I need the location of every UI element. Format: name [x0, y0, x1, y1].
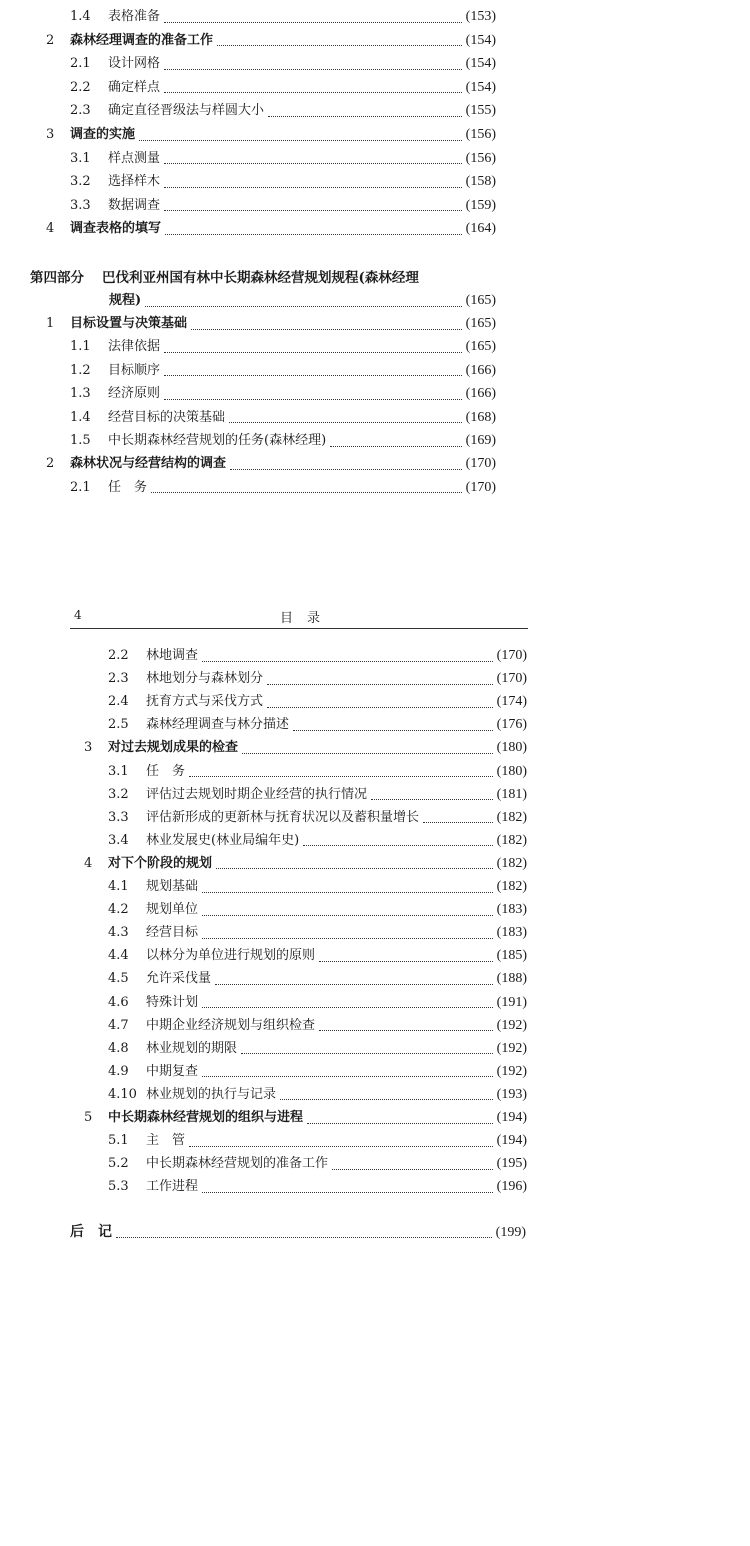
afterword-title: 后 记 — [70, 1224, 112, 1240]
toc-entry-title: 经营目标 — [146, 925, 199, 941]
toc-entry — [46, 124, 496, 146]
toc-entry-number: 3.3 — [70, 197, 91, 213]
toc-entry-number: 4.3 — [108, 925, 129, 941]
toc-entry-title: 工作进程 — [146, 1179, 199, 1195]
leader-dots — [319, 947, 493, 962]
leader-dots — [145, 292, 462, 307]
toc-entry-title: 表格准备 — [108, 9, 161, 24]
toc-entry-title: 以林分为单位进行规划的原则 — [146, 948, 316, 964]
toc-entry-page: (193) — [496, 1086, 527, 1102]
toc-entry-title: 中长期森林经营规划的准备工作 — [146, 1156, 329, 1172]
leader-dots — [191, 315, 462, 330]
toc-entry-number: 1.1 — [70, 339, 91, 355]
toc-entry — [108, 899, 527, 921]
toc-entry-number: 1.2 — [70, 362, 91, 378]
toc-entry-page: (159) — [465, 197, 496, 213]
leader-dots — [319, 1016, 493, 1031]
leader-dots — [164, 78, 462, 93]
toc-entry-number: 3.4 — [108, 832, 129, 848]
toc-entry — [70, 407, 496, 429]
toc-entry — [84, 853, 527, 875]
toc-entry — [46, 313, 496, 335]
toc-entry-number: 1.5 — [70, 433, 91, 448]
toc-entry-number: 2.2 — [108, 648, 129, 663]
leader-dots — [139, 126, 462, 141]
toc-entry — [84, 737, 527, 759]
toc-entry — [70, 430, 496, 452]
toc-entry-number: 4.10 — [108, 1086, 137, 1102]
toc-entry-title: 允许采伐量 — [146, 971, 212, 987]
leader-dots — [164, 385, 462, 400]
toc-entry-title: 法律依据 — [108, 339, 161, 355]
toc-entry-page: (188) — [496, 971, 527, 987]
toc-entry-page: (168) — [465, 409, 496, 425]
toc-entry — [70, 100, 496, 122]
leader-dots — [151, 478, 462, 493]
toc-entry-number: 5.1 — [108, 1133, 129, 1149]
toc-entry-title: 中长期森林经营规划的组织与进程 — [108, 1110, 304, 1125]
toc-entry-title: 经济原则 — [108, 386, 161, 402]
toc-entry-page: (182) — [496, 855, 527, 871]
leader-dots — [371, 785, 493, 800]
toc-entry-page: (182) — [496, 879, 527, 894]
leader-dots — [189, 1132, 493, 1147]
leader-dots — [268, 102, 462, 117]
toc-entry-number: 1 — [46, 316, 55, 331]
page-number: 4 — [74, 608, 82, 622]
leader-dots — [217, 31, 462, 46]
toc-entry-page: (180) — [496, 740, 527, 756]
toc-entry-page: (165) — [465, 316, 496, 331]
toc-entry — [108, 1015, 527, 1037]
toc-entry-title: 评估新形成的更新林与抚育状况以及蓄积量增长 — [146, 809, 420, 825]
toc-entry — [108, 645, 527, 667]
toc-entry-page: (195) — [496, 1156, 527, 1172]
part4-title-line2: 规程) — [109, 293, 142, 308]
toc-entry-number: 5.3 — [108, 1179, 129, 1195]
leader-dots — [267, 670, 493, 685]
toc-entry-number: 3 — [84, 740, 93, 756]
toc-entry-page: (194) — [496, 1110, 527, 1125]
leader-dots — [293, 716, 493, 731]
toc-entry-number: 3.2 — [70, 174, 91, 190]
toc-entry — [108, 807, 527, 829]
toc-entry — [70, 77, 496, 99]
leader-dots — [215, 970, 493, 985]
leader-dots — [164, 55, 462, 70]
toc-entry-page: (158) — [465, 174, 496, 190]
toc-entry-number: 2.2 — [70, 79, 91, 95]
leader-dots — [189, 762, 493, 777]
leader-dots — [229, 408, 462, 423]
toc-entry-page: (183) — [496, 902, 527, 918]
header-rule — [70, 628, 528, 629]
toc-entry-number: 2.3 — [70, 103, 91, 119]
leader-dots — [116, 1223, 492, 1238]
toc-entry — [108, 945, 527, 967]
toc-entry — [108, 1153, 527, 1175]
toc-entry-page: (165) — [465, 339, 496, 355]
toc-entry-page: (182) — [496, 832, 527, 848]
toc-entry-number: 1.4 — [70, 409, 91, 425]
toc-entry-page: (191) — [496, 994, 527, 1010]
toc-entry-page: (181) — [496, 786, 527, 802]
toc-entry-title: 经营目标的决策基础 — [108, 409, 226, 425]
toc-entry-number: 4.7 — [108, 1017, 129, 1033]
toc-entry-page: (194) — [496, 1133, 527, 1149]
toc-entry-number: 5.2 — [108, 1156, 129, 1172]
toc-entry — [108, 830, 527, 852]
toc-entry-title: 任 务 — [146, 763, 186, 779]
toc-entry-title: 确定直径晋级法与样圆大小 — [108, 103, 265, 119]
toc-entry-page: (182) — [496, 809, 527, 825]
toc-entry — [108, 1130, 527, 1152]
toc-entry-page: (183) — [496, 925, 527, 941]
toc-entry-page: (170) — [496, 648, 527, 663]
toc-entry-title: 中期企业经济规划与组织检查 — [146, 1017, 316, 1033]
toc-entry — [70, 148, 496, 170]
part4-heading-line2 — [109, 290, 496, 312]
toc-entry — [70, 336, 496, 358]
toc-entry-title: 任 务 — [108, 479, 148, 495]
leader-dots — [202, 1178, 493, 1193]
toc-entry-page: (154) — [465, 32, 496, 48]
toc-entry — [108, 1084, 527, 1106]
toc-entry-number: 3.1 — [70, 150, 91, 166]
toc-entry — [70, 6, 496, 28]
toc-entry — [70, 383, 496, 405]
toc-entry — [46, 453, 496, 475]
toc-entry-number: 2.5 — [108, 717, 129, 733]
part4-title-line1: 巴伐利亚州国有林中长期森林经营规划规程(森林经理 — [102, 270, 419, 286]
toc-entry-number: 3.1 — [108, 763, 129, 779]
toc-entry — [108, 992, 527, 1014]
toc-entry-page: (164) — [465, 221, 496, 237]
toc-entry-title: 林业规划的期限 — [146, 1040, 238, 1056]
toc-entry-title: 设计网格 — [108, 56, 161, 72]
part4-label: 第四部分 — [30, 270, 84, 286]
toc-entry-page: (166) — [465, 386, 496, 402]
toc-entry-page: (154) — [465, 56, 496, 72]
toc-entry-title: 调查的实施 — [70, 127, 136, 142]
toc-entry-number: 2.1 — [70, 479, 91, 495]
toc-entry — [108, 1061, 527, 1083]
leader-dots — [164, 196, 462, 211]
toc-entry — [46, 30, 496, 52]
toc-entry — [108, 761, 527, 783]
toc-entry-title: 抚育方式与采伐方式 — [146, 694, 264, 710]
leader-dots — [202, 993, 493, 1008]
part4-page: (165) — [465, 293, 496, 308]
leader-dots — [202, 901, 493, 916]
toc-entry-title: 森林经理调查与林分描述 — [146, 717, 290, 733]
toc-entry-title: 主 管 — [146, 1133, 186, 1149]
toc-entry-title: 评估过去规划时期企业经营的执行情况 — [146, 786, 368, 802]
afterword-entry — [70, 1221, 526, 1243]
toc-entry-number: 5 — [84, 1110, 93, 1125]
toc-entry-title: 森林经理调查的准备工作 — [70, 32, 214, 48]
toc-entry-page: (192) — [496, 1017, 527, 1033]
toc-entry-page: (153) — [465, 9, 496, 24]
running-header-title: 目录 — [280, 611, 335, 626]
leader-dots — [280, 1085, 493, 1100]
toc-entry — [108, 922, 527, 944]
part4-heading — [30, 267, 419, 289]
toc-entry — [108, 784, 527, 806]
toc-entry — [108, 691, 527, 713]
leader-dots — [164, 173, 462, 188]
toc-entry-number: 4.2 — [108, 902, 129, 918]
toc-entry — [108, 968, 527, 990]
toc-entry-page: (155) — [465, 103, 496, 119]
toc-entry-number: 4.8 — [108, 1040, 129, 1056]
toc-entry-number: 1.4 — [70, 9, 91, 24]
toc-entry-page: (192) — [496, 1040, 527, 1056]
toc-entry-title: 林业规划的执行与记录 — [146, 1086, 277, 1102]
toc-entry-page: (170) — [465, 479, 496, 495]
toc-entry — [108, 1176, 527, 1198]
toc-entry-title: 对过去规划成果的检查 — [108, 740, 239, 756]
toc-entry — [70, 360, 496, 382]
toc-entry — [70, 477, 496, 499]
toc-entry-number: 4.6 — [108, 994, 129, 1010]
leader-dots — [165, 220, 462, 235]
leader-dots — [202, 878, 493, 893]
toc-entry-title: 特殊计划 — [146, 994, 199, 1010]
toc-entry-title: 目标顺序 — [108, 362, 161, 378]
toc-entry-number: 2.4 — [108, 694, 129, 710]
toc-entry-title: 林业发展史(林业局编年史) — [146, 832, 300, 848]
toc-entry-title: 森林状况与经营结构的调查 — [70, 456, 227, 472]
toc-entry-page: (176) — [496, 717, 527, 733]
toc-entry-number: 4 — [46, 221, 55, 237]
leader-dots — [202, 1062, 493, 1077]
leader-dots — [423, 808, 493, 823]
toc-entry-title: 选择样木 — [108, 174, 161, 190]
toc-entry — [70, 171, 496, 193]
toc-entry-number: 3.2 — [108, 786, 129, 802]
toc-entry-title: 对下个阶段的规划 — [108, 855, 213, 871]
toc-entry — [84, 1107, 527, 1129]
toc-entry-title: 目标设置与决策基础 — [70, 316, 188, 331]
toc-entry-title: 数据调查 — [108, 197, 161, 213]
leader-dots — [307, 1109, 493, 1124]
toc-entry-title: 规划单位 — [146, 902, 199, 918]
toc-entry-page: (156) — [465, 150, 496, 166]
toc-entry — [108, 1038, 527, 1060]
toc-entry-number: 2 — [46, 32, 55, 48]
toc-entry-page: (156) — [465, 127, 496, 142]
leader-dots — [242, 739, 493, 754]
toc-entry-number: 3 — [46, 127, 55, 142]
leader-dots — [164, 8, 462, 23]
toc-entry-page: (170) — [496, 671, 527, 687]
toc-entry-number: 4.1 — [108, 879, 129, 894]
toc-entry-title: 林地调查 — [146, 648, 199, 663]
toc-entry-number: 4 — [84, 855, 93, 871]
leader-dots — [330, 432, 462, 447]
toc-entry-title: 确定样点 — [108, 79, 161, 95]
toc-entry-page: (174) — [496, 694, 527, 710]
toc-entry-number: 4.4 — [108, 948, 129, 964]
leader-dots — [332, 1155, 493, 1170]
leader-dots — [241, 1039, 493, 1054]
toc-entry-number: 2.1 — [70, 56, 91, 72]
toc-entry-page: (166) — [465, 362, 496, 378]
leader-dots — [267, 693, 493, 708]
toc-entry-page: (196) — [496, 1179, 527, 1195]
afterword-page: (199) — [495, 1225, 526, 1240]
toc-entry — [108, 714, 527, 736]
toc-entry-number: 2.3 — [108, 671, 129, 687]
leader-dots — [216, 854, 493, 869]
toc-entry-title: 中长期森林经营规划的任务(森林经理) — [108, 433, 327, 448]
toc-entry-page: (154) — [465, 79, 496, 95]
leader-dots — [230, 455, 462, 470]
toc-entry-number: 2 — [46, 456, 55, 472]
leader-dots — [164, 361, 462, 376]
toc-entry-page: (169) — [465, 433, 496, 448]
leader-dots — [164, 338, 462, 353]
toc-entry-number: 4.9 — [108, 1063, 129, 1079]
toc-entry-title: 样点测量 — [108, 150, 161, 166]
toc-entry-title: 规划基础 — [146, 879, 199, 894]
toc-entry-number: 4.5 — [108, 971, 129, 987]
toc-entry — [108, 668, 527, 690]
toc-entry — [108, 876, 527, 898]
toc-entry-title: 调查表格的填写 — [70, 221, 162, 237]
toc-entry-page: (185) — [496, 948, 527, 964]
leader-dots — [164, 149, 462, 164]
toc-entry-number: 3.3 — [108, 809, 129, 825]
toc-entry-title: 中期复查 — [146, 1063, 199, 1079]
leader-dots — [303, 831, 493, 846]
toc-entry-title: 林地划分与森林划分 — [146, 671, 264, 687]
leader-dots — [202, 647, 493, 662]
toc-entry — [70, 53, 496, 75]
leader-dots — [202, 924, 493, 939]
toc-entry — [46, 218, 496, 240]
toc-entry-page: (180) — [496, 763, 527, 779]
toc-entry-page: (192) — [496, 1063, 527, 1079]
toc-entry-page: (170) — [465, 456, 496, 472]
toc-entry-number: 1.3 — [70, 386, 91, 402]
toc-entry — [70, 195, 496, 217]
